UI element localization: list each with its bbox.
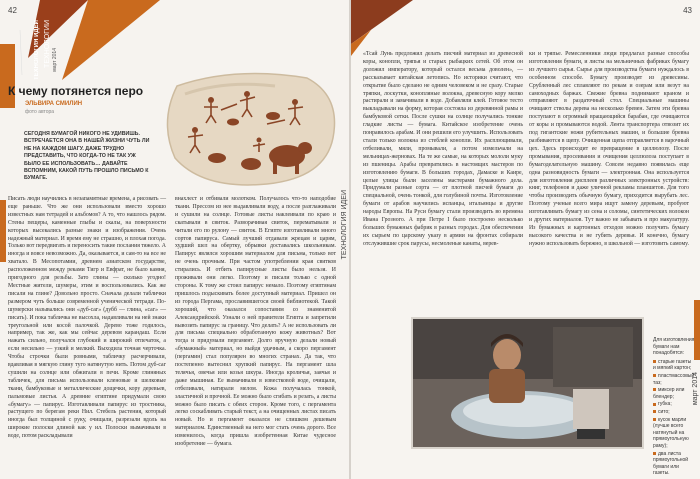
bullet-icon <box>653 410 656 413</box>
article-lead: СЕГОДНЯ БУМАГОЙ НИКОГО НЕ УДИВИШЬ. ВСТРЕЧАЕТСЯ ОНА В НАШЕЙ ЖИЗНИ ЧУТЬ ЛИ НЕ НА КАЖДОМ ШАГУ. ДАЖЕ ТРУДНО ПРЕДСТАВИТЬ, ЧТО КОГДА-ТО НЕ ТАК УЖ БЫЛО ЕЕ ИСПОЛЬЗОВАТЬ… ДАВАЙТЕ ВСПОМНИМ, КАКОЙ ПУТЬ ПРОШЛО ПИСЬМО К БУМАГЕ. <box>24 131 150 182</box>
hunter-head <box>192 127 198 133</box>
mammoth-head <box>298 142 312 154</box>
blender-base <box>577 429 605 439</box>
animal-figure <box>227 119 239 126</box>
right-page-number: 43 <box>683 6 692 15</box>
right-page <box>351 0 700 479</box>
list-item: кусок марли (лучше всего натянутый на прямоугольную раму); <box>653 416 689 449</box>
materials-list <box>653 359 695 477</box>
hunter-head <box>257 138 262 143</box>
bullet-icon <box>653 388 656 391</box>
photo-frame <box>411 317 644 449</box>
article-title: К чему потянется перо <box>8 84 144 98</box>
animal-figure <box>208 153 226 163</box>
left-subsection-tag: ТЕХНОЛОГИИ <box>44 20 51 68</box>
blender-jar <box>573 389 609 429</box>
child-face <box>493 339 521 371</box>
left-page <box>0 0 349 479</box>
left-page-number: 42 <box>8 6 17 15</box>
bullet-icon <box>653 452 656 455</box>
left-column-2: внахлест и отбивали молотком. Получалось что-то наподобие ткани. Прессом из нее выдавливали воду, а после разглаживали и сушили на солнце. Готовые листы наклеивали по краю и скатывали в свиток. Разворачивая свиток, перематывали и читали его по рулону — свиток. В Египте изготавливали много сортов папируса. Самый лучший отдавали жрецам и царям, худший шел на обертку, обрывки доставались школьникам. Папирус являлся хорошим материалом для письма, только вот не очень прочным. При частом употреблении края свитков стирались. И отбить папирусные листы было нельзя. И проживали они легко. Поэтому и писали только с одной стороны. К тому же стоил папирус немало. Поэтому египтянам пришлось подыскивать более доступный материал. Пришел он из города Пергама, прославившегося своей библиотекой. Такой хороший, что оказался сопоставим со знаменитой Александрийской. Узнали о ней правители Египта и запретили вывозить папирус за границу. Что делать? А не использовать ли для письма специально обработанную кожу животных? Вот тогда и придумали пергамент. Долго вручную делали новый «бумажный» материал, но выйдя удачным, а скоро пергамент (пергамин) стал популярен во многих странах. Да так, что постепенно вытеснил хрупкий папирус. На пергамент шла телячья, овечья или козья шкура. Иногда кроличья, заячья и даже мышиная. Ее вымачивали в известковой воде, очищали, отбеливали, натирали мелом. Кожа получалась тонкой, эластичной и прочной. Ее можно было сгибать и резать, а листы можно было писать с обеих сторон. Кроме того, с пергамента легко соскабливать старый текст, а на очищенных листах писать новый. Но и пергамент оказался не слишком дешевым материалом. Единственный на него мог стать очень дорого. Все изменилось, когда пришла изобретенная Китае чудесное изобретение — бумага. <box>175 196 336 448</box>
left-edge-marker <box>0 200 6 262</box>
author-name: ЭЛЬВИРА СМИЛИН <box>25 101 83 107</box>
sidebar-heading: Для изготовления бумаги нам понадобятся: <box>653 337 695 357</box>
papermaking-photo <box>413 319 642 447</box>
child-shirt <box>489 369 525 403</box>
left-section-tag: ТЕХНОЛОГИЯ ИДЕИ <box>34 20 40 80</box>
corner-hairline <box>20 30 22 75</box>
hunter-head <box>292 99 298 105</box>
bullet-icon <box>653 374 656 377</box>
wall-panel <box>553 327 633 387</box>
list-item: миксер или блендер; <box>653 387 685 400</box>
author-role: фото автора <box>25 109 55 115</box>
bullet-icon <box>653 418 656 421</box>
list-item: губка; <box>653 401 695 408</box>
cave-painting-image <box>155 60 345 192</box>
right-column-1: «Тсай Лунь предложил делать писчий материал из древесной коры, конопли, тряпья и старых рыбацких сетей. Об этом он доложил императору, который остался весьма доволен», — рассказывает китайская летопись. Но историки считают, что открытие было сделано не одним человеком и не сразу. Старые тряпки, лоскутки, конопляные волокна, древесную кору мелко растирали и замачивали в воде. Добавляли клей. Готовое тесто выкладывали на форму, которая состояла из деревянной рамы и бамбуковой сетки. После сушки на солнце получались тонкие гладкие листы — бумага. Китайское изобретение очень понравилось арабам. И они решили его улучшить. Использовать стали только волокна из стеблей конопли. Их расплющивали, отбеливали, мяли, промывали, а потом измельчали на мельницах-жерновах. На те же самые, на которых мололи муку из пшеницы. Арабы превратились в настоящих мастеров по изготовлению бумаги. В больших городах, Дамаске и Каире, целые улицы были заселены мастерами бумажного дела. Придумали разные сорта — от плотной писчей бумаги до специальной, очень тонкой, для голубиной почты. Изготовление бумаги от арабов научились испанцы, итальянцы и другие народы Европы. На Руси бумагу стали производить во времена Ивана Грозного. А при Петре I было построено несколько больших бумажных фабрик в разных городах. Для обеспечения их сырьем по царскому указу в армии на фронтах собирали отслужившие срок парусы, несмоленые канаты, верев- <box>363 51 523 247</box>
mammoth-leg <box>295 162 299 174</box>
animal-figure <box>266 112 280 120</box>
hunter-head <box>208 97 214 103</box>
bullet-icon <box>653 403 656 406</box>
animal-figure <box>241 158 261 170</box>
hunter-head <box>244 91 250 97</box>
left-vertical-section: ТЕХНОЛОГИЯ ИДЕИ <box>341 190 348 260</box>
left-issue-date: март 2014 <box>52 48 58 72</box>
right-dark-triangle <box>351 0 413 44</box>
right-column-2: ки и тряпье. Ремесленники люди предлагал разные способы изготовления бумаги, и листы на мельничных фабриках бумагу из лучшего сырья. Сырье для производства бумаги нуждалось в особенном способе. Бумагу производят из древесины. Срубленный лес сплавляют по рекам и озерам или везут на самоходных баржах. Свежие бревна поднимают краном и отправляют в раздаточный стол. Специальные машины очищают стволы дерева на несколько бревен. Затем эти бревна поступают в огромный вращающийся барабан, где очищаются от коры и промываются водой. Лента транспортера отвозит их под гигантские ножи рубительных машин, и большие бревна разбиваются в щепу. Очищенная щепа отправляется в варочный цех. Здесь происходит ее превращение в целлюлозу. После промывания, просеивания и очищения целлюлоза поступает в бумагоделательную машину. Совсем недавно появилась еще одна разновидность бумаги — электронная. Она используется для изготовления дисплеев различных электронных устройств: книг, телефонов и даже уличной рекламы планшетов. Для того чтобы производить обычную бумагу, приходится вырубать лес. Поэтому ученые всего мира ищут замену деревьям, пробуют изготавливать бумагу из сена и соломы, синтетических волокон и других материалов. Тут важно не забывать и про макулатуру. Из бумажных и картонных отходов можно получить бумагу высокого качества и не губить деревья. И конечно, бумагу нужно использовать бережно, в школьной — изготовить самому. <box>529 51 689 247</box>
list-item: пластмассовый таз; <box>653 372 695 386</box>
left-column-1: Писать люди научились в незапамятные времена, а рисовать — еще раньше. Что же они использовали вместо хорошо известных нам тетрадей и альбомов? А то, что нашлось рядом. Стены пещеры, каменные глыбы и скалы, на поверхности которых высекались разные знаки и изображения. Очень надежный материал. И время ему не страшно, и плохая погода. Только вот передвигать и переносить такие послания тяжело. А иногда и вовсе невозможно. Да, оказывается, и сам-то на все не хватало. В Месопотамии, древнем азиатском государстве, расположенном между реками Тигр и Евфрат, не было камня, пригодного для резьбы. Зато глины — сколько угодно! Местные жители, шумеры, этим и воспользовались. Как же писали на глине? Довольно просто. Сначала делали таблички размером чуть больше современной ученической тетради. По-шумерски назывались они «дуб-саг» (дубб — глина, «саг» — писать). И пока табличка не высохла, надавливали на ней знаки треугольной или косой палочкой. Дерево тоже годилось, например, так же, как мы сейчас деревом карандаш. Если нажать сильно, получался глубокий и широкий отпечаток, а если несильно — узкий и мелкий. Выходила точная черточка. Чтобы строчки были ровными, табличку расчерчивали, вдавливая в мягкую глину туго натянутую нить. Потом дуб-саг сушили на солнце или обжигали в печи. Кроме глиняных табличек, для письма использовали кленовые и шелковые ткани, бамбуковые и металлические дощечки, кору деревьев, пальмовые листья. А древние египтяне придумали свою «бумагу» — папирус. Изготавливали папирус из тростника, растущего по берегам реки Нил. Стебель растения, который иногда был толщиной с руку, очищали, разрезали вдоль на широкие полоски длиной как у ил. Полоски вымачивали в воде, потом раскладывали <box>8 196 166 440</box>
list-item: два листа прямоугольной бумаги или газеты. <box>653 450 689 477</box>
materials-sidebar <box>653 337 695 478</box>
mammoth-leg <box>273 162 277 174</box>
right-issue-date: март 2014 <box>692 372 699 406</box>
orange-corner-triangle <box>62 0 160 80</box>
list-item: старые газеты и мягкий картон; <box>653 358 692 372</box>
author-byline <box>25 101 82 107</box>
bullet-icon <box>653 360 656 363</box>
list-item: сито; <box>653 409 695 416</box>
